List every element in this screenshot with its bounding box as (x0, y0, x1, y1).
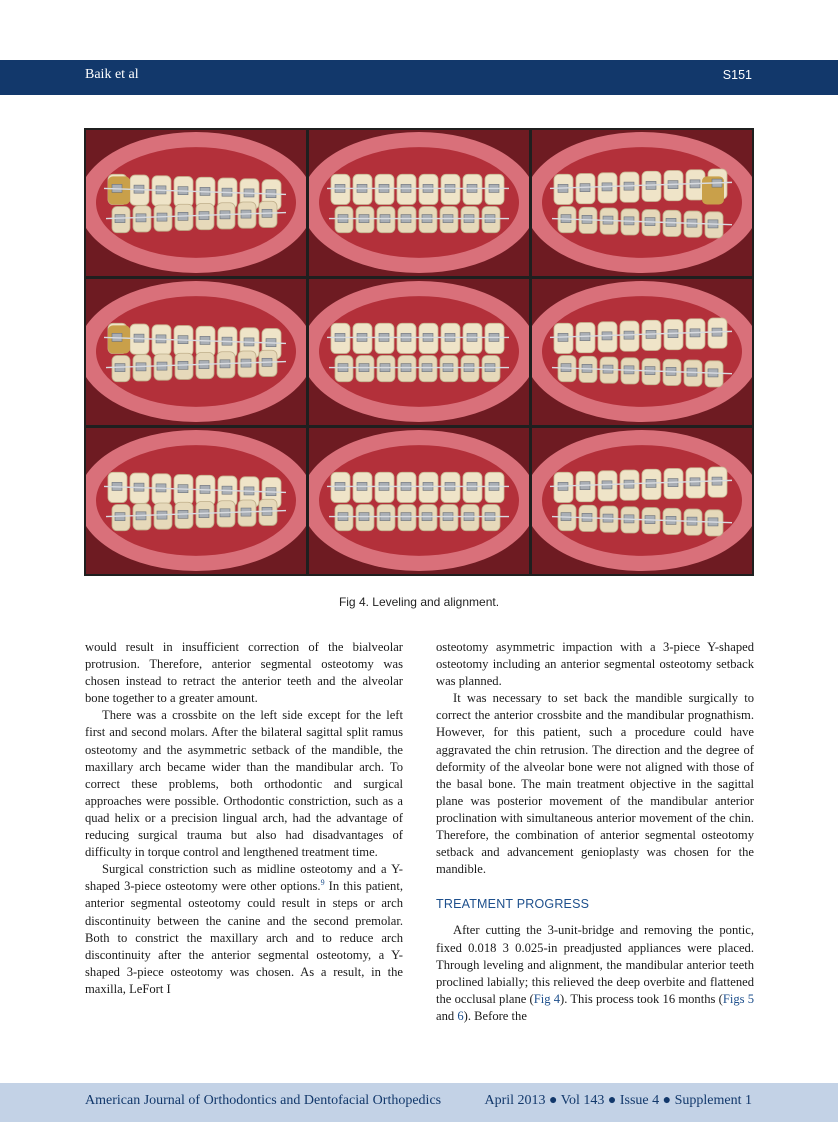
photo-right-buccal-middle (86, 279, 306, 425)
photo-frontal-upper (309, 130, 529, 276)
paragraph: It was necessary to set back the mandible surgically to correct the anterior crossbite and the mandibular prognathism. However, for this patient, such a procedure could have aggravated the chin retrusion. The direction and the degree of deformity of the alveolar bone were not aligned with those of the basal bone. The main treatment objective in the sagittal plane was posterior movement of the mandibular anterior proclination with simultaneous anterior movement of the chin. Therefore, the combination of anterior segmental osteotomy setback and advancement genioplasty was chosen for the mandible. (436, 691, 754, 877)
photo-frontal-middle (309, 279, 529, 425)
photo-left-buccal-lower (532, 428, 752, 574)
header-page-number: S151 (722, 68, 752, 82)
section-heading: TREATMENT PROGRESS (436, 897, 590, 912)
paragraph-text: and (436, 1008, 458, 1023)
figure-link[interactable]: Fig 4 (533, 991, 561, 1006)
photo-frontal-lower (309, 428, 529, 574)
footer-issue-info: April 2013 ● Vol 143 ● Issue 4 ● Supplement 1 (484, 1093, 752, 1108)
footer-journal-name: American Journal of Orthodontics and Dentofacial Orthopedics (85, 1093, 442, 1108)
paragraph-text: After cutting the 3-unit-bridge and removing the pontic, fixed 0.018 3 0.025-in preadjusted appliances were placed. Through leveling and alignment, the mandibular anterior teeth proclined labially; this relieved the deep overbite and flattened the occlusal plane ( (436, 923, 754, 1006)
paragraph-text: In this patient, anterior segmental osteotomy could result in steps or arch discontinuity between the canine and the second premolar. Both to constrict the maxillary arch and to reduce arch discontinuity after the anterior segmental osteotomy, a Y-shaped 3-piece osteotomy was chosen. As a result, in the maxilla, LeFort I (85, 879, 403, 996)
running-header (0, 60, 838, 95)
paragraph (436, 922, 754, 1025)
figure-link[interactable]: Figs 5 (722, 991, 755, 1006)
paragraph (85, 861, 403, 998)
left-text-column (85, 639, 403, 998)
paragraph: There was a crossbite on the left side except for the left first and second molars. After the bilateral sagittal split ramus osteotomy and the asymmetric setback of the mandible, the maxillary arch became wider than the mandibular arch. To correct these problems, both orthodontic and surgical approaches were possible. Orthodontic constriction, such as a quad helix or a precision lingual arch, had the advantage of reducing surgical trauma but also had disadvantages of difficulty in torque control and lengthened treatment time. (85, 708, 403, 860)
photo-right-buccal-upper (86, 130, 306, 276)
paragraph: osteotomy asymmetric impaction with a 3-piece Y-shaped osteotomy including an anterior segmental osteotomy setback was planned. (436, 640, 754, 689)
figure-link[interactable]: 6 (457, 1008, 464, 1023)
photo-right-buccal-lower (86, 428, 306, 574)
running-footer (0, 1083, 838, 1122)
reference-superscript[interactable]: 9 (320, 878, 325, 888)
right-text-column (436, 639, 754, 1025)
paragraph-text: ). Before the (463, 1008, 527, 1023)
figure-4-photo-grid (84, 128, 754, 576)
paragraph-text: Surgical constriction such as midline osteotomy and a Y-shaped 3-piece osteotomy were other options. (85, 862, 403, 894)
figure-caption: Fig 4. Leveling and alignment. (338, 595, 500, 609)
paragraph-text: ). This process took 16 months ( (560, 991, 723, 1006)
photo-left-buccal-middle (532, 279, 752, 425)
header-authors: Baik et al (85, 67, 139, 82)
paragraph: would result in insufficient correction of the bialveolar protrusion. Therefore, anterior segmental osteotomy was chosen instead to retract the anterior teeth and the alveolar bone together to a greater amount. (85, 640, 403, 706)
photo-left-buccal-upper (532, 130, 752, 276)
